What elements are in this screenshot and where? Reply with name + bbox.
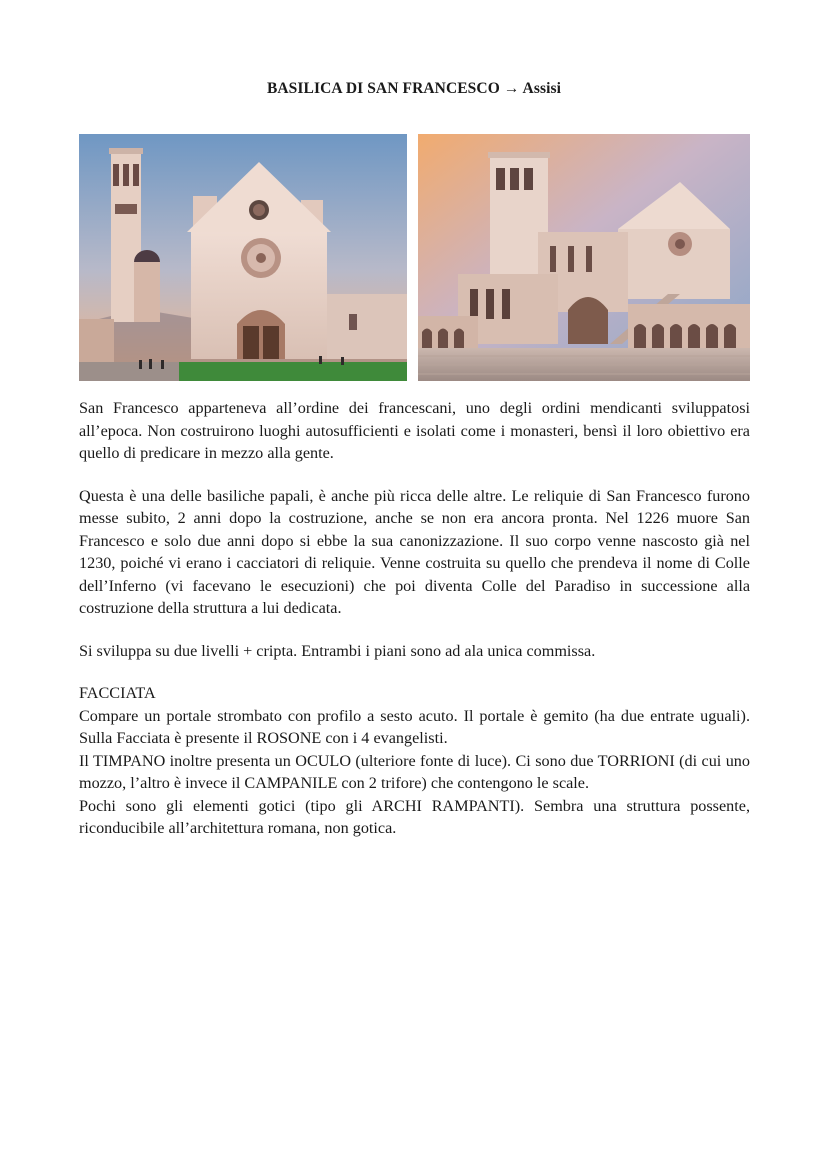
- section-facciata: [79, 682, 750, 840]
- document-body: [79, 397, 750, 840]
- section-heading-facciata: FACCIATA: [79, 684, 156, 702]
- basilica-facade-photo: [79, 134, 407, 381]
- facciata-line-2: Il TIMPANO inoltre presenta un OCULO (ulteriore fonte di luce). Ci sono due TORRIONI (di cui uno mozzo, l’altro è invece il CAMPANILE con 2 trifore) che contengono le scale.: [79, 751, 750, 792]
- paragraph-levels: Si sviluppa su due livelli + cripta. Entrambi i piani sono ad ala unica commissa.: [79, 641, 596, 660]
- page-title: BASILICA DI SAN FRANCESCO → Assisi: [266, 80, 562, 97]
- paragraph-intro: San Francesco apparteneva all’ordine dei francescani, uno degli ordini mendicanti sviluppatosi all’epoca. Non costruirono luoghi autosufficienti e isolati come i monasteri, bensì il loro obiettivo era quello di predicare in mezzo alla gente.: [79, 399, 750, 462]
- facciata-line-1: Compare un portale strombato con profilo a sesto acuto. Il portale è gemito (ha due entrate uguali). Sulla Facciata è presente il ROSONE con i 4 evangelisti.: [79, 706, 750, 747]
- basilica-piazza-photo: [418, 134, 750, 381]
- facciata-line-3: Pochi sono gli elementi gotici (tipo gli ARCHI RAMPANTI). Sembra una struttura possente, riconducibile all’architettura romana, non gotica.: [79, 796, 750, 837]
- paragraph-history: Questa è una delle basiliche papali, è anche più ricca delle altre. Le reliquie di San Francesco furono messe subito, 2 anni dopo la costruzione, anche se non era ancora pronta. Nel 1226 muore San Francesco e solo due anni dopo si ebbe la sua canonizzazione. Il suo corpo venne nascosto già nel 1230, poiché vi erano i cacciatori di reliquie. Venne costruita su quello che prendeva il nome di Colle dell’Inferno (vi facevano le esecuzioni) che poi diventa Colle del Paradiso in successione alla costruzione della struttura a lui dedicata.: [79, 486, 750, 617]
